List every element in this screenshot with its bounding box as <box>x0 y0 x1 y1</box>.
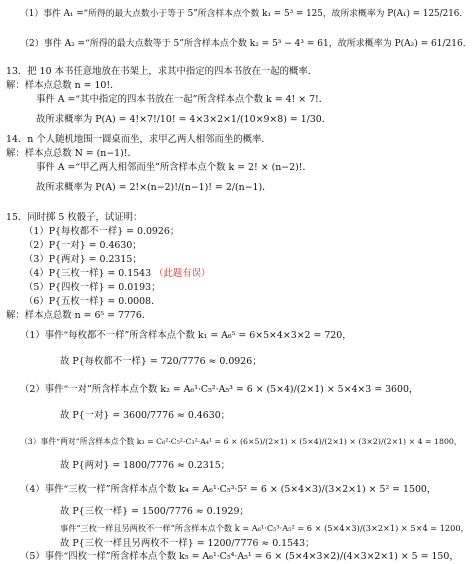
problem-heading: 14．n 个人随机地围一圆桌而坐，求甲乙两人相邻而坐的概率． <box>6 134 271 145</box>
text-line: （3）事件“两对”所含样本点个数 k₃ = C₆²·C₅²·C₃²·A₄¹ = 6 × (6×5)/(2×1) × (5×4)/(2×1) × (3×2)/(2×1) × 4 = 1800， <box>20 437 462 446</box>
text-line: （2）事件 A₂ =“所得的最大点数等于 5”所含样本点个数 k₂ = 5³ − 4³ = 61，故所求概率为 P(A₂) = 61/216． <box>20 39 472 49</box>
text-line: 故 P{每枚都不一样} = 720/7776 ≈ 0.0926； <box>60 356 262 367</box>
problem-heading: 15．同时掷 5 枚骰子，试证明： <box>6 212 143 223</box>
text-line: 故 P{一对} = 3600/7776 ≈ 0.4630； <box>60 410 231 421</box>
text-line: 解：样本点总数 n = 6⁵ = 7776． <box>6 310 152 321</box>
text-line: 故 P{三枚一样且另两枚不一样} = 1200/7776 ≈ 0.1543； <box>60 538 315 549</box>
text-line: 事件“三枚一样且另两枚不一样”所含样本点个数 k = A₆¹·C₅³·A₅² = 6 × (5×4×3)/(3×2×1) × 5×4 = 1200， <box>60 523 469 533</box>
text-line: （1）事件 A₁ =“所得的最大点数小于等于 5”所含样本点个数 k₁ = 5³ = 125，故所求概率为 P(A₁) = 125/216． <box>20 9 469 19</box>
text-line: （1）事件“每枚都不一样”所含样本点个数 k₁ = A₆⁵ = 6×5×4×3×2 = 720， <box>20 330 352 341</box>
text-line: 故所求概率为 P(A) = 2!×(n−2)!/(n−1)! = 2/(n−1)． <box>36 182 272 193</box>
text-line: （5）P{四枚一样} = 0.0193； <box>24 282 161 293</box>
error-note: （此题有误） <box>154 268 211 279</box>
text-line: 解：样本点总数 n = 10!． <box>6 80 120 91</box>
text-line: （6）P{五枚一样} = 0.0008． <box>24 296 161 307</box>
problem-heading: 13．把 10 本书任意地放在书架上，求其中指定的四本书放在一起的概率． <box>6 66 318 77</box>
text-span: （4）P{三枚一样} = 0.1543 <box>24 268 155 279</box>
text-line: （4）事件“三枚一样”所含样本点个数 k₄ = A₆¹·C₅³·5² = 6 × (5×4×3)/(3×2×1) × 5² = 1500， <box>20 484 437 495</box>
text-line: （2）P{一对} = 0.4630； <box>24 240 142 251</box>
text-line: （2）事件“一对”所含样本点个数 k₂ = A₆¹·C₅²·A₅³ = 6 × (5×4)/(2×1) × 5×4×3 = 3600， <box>20 384 419 395</box>
text-line <box>24 268 210 280</box>
text-line: 解：样本点总数 N = (n−1)!． <box>6 148 137 159</box>
text-line: 事件 A =“其中指定的四本书放在一起”所含样本点个数 k = 4! × 7!． <box>36 94 329 105</box>
text-line: 事件 A =“甲乙两人相邻而坐”所含样本点个数 k = 2! × (n−2)!． <box>36 162 312 173</box>
text-line: 故 P{两对} = 1800/7776 ≈ 0.2315； <box>60 460 231 471</box>
text-line: （5）事件“四枚一样”所含样本点个数 k₅ = A₆¹·C₅⁴·A₅¹ = 6 × (5×4×3×2)/(4×3×2×1) × 5 = 150， <box>20 551 459 562</box>
text-line: 故所求概率为 P(A) = 4!×7!/10! = 4×3×2×1/(10×9×8) = 1/30． <box>36 114 332 125</box>
text-line: （1）P{每枚都不一样} = 0.0926； <box>24 226 180 237</box>
text-line: 故 P{三枚一样} = 1500/7776 ≈ 0.1929； <box>60 506 249 517</box>
text-line: （3）P{两对} = 0.2315； <box>24 254 142 265</box>
